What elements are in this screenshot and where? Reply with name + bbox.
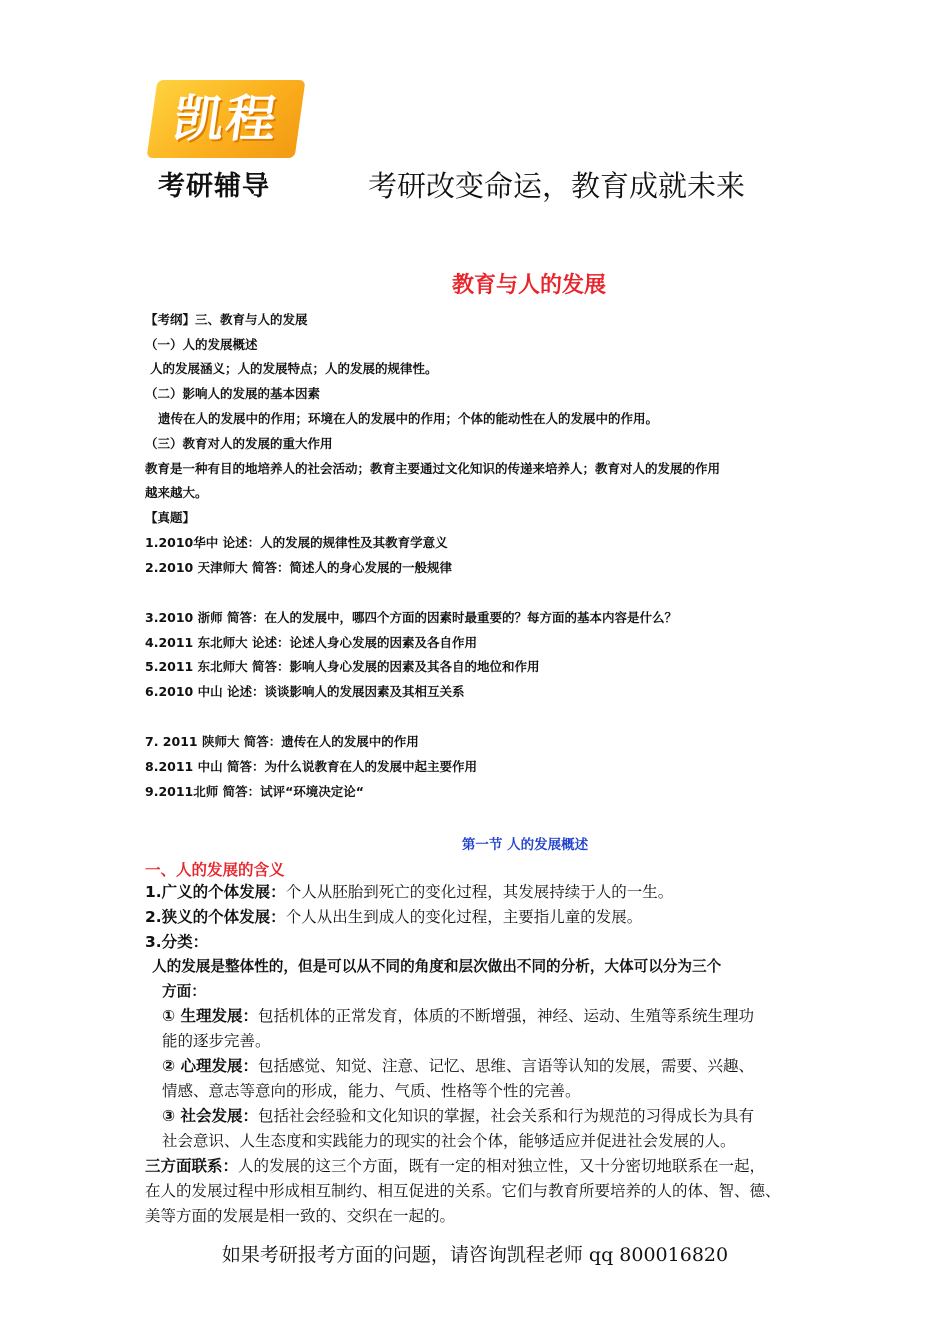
exam-item: 9.2011北师 简答：试评“环境决定论“	[145, 784, 365, 799]
category-social	[162, 1104, 754, 1129]
exam-item: 6.2010 中山 论述：谈谈影响人的发展因素及其相互关系	[145, 684, 465, 699]
section-title: 第一节 人的发展概述	[461, 837, 589, 853]
outline-heading: 【考纲】三、教育与人的发展	[145, 312, 308, 327]
outline-section-1-content: 人的发展涵义；人的发展特点；人的发展的规律性。	[150, 361, 438, 376]
brand-mark: 凯程	[147, 80, 306, 158]
paragraph-label: 1.广义的个体发展：	[145, 883, 286, 901]
category-social-cont: 社会意识、人生态度和实践能力的现实的社会个体，能够适应并促进社会发展的人。	[162, 1132, 736, 1150]
category-label: ③ 社会发展：	[162, 1107, 259, 1125]
section-subhead: 一、人的发展的含义	[145, 861, 285, 879]
paragraph-label: 2.狭义的个体发展：	[145, 908, 286, 926]
outline-section-2-content: 遗传在人的发展中的作用；环境在人的发展中的作用；个体的能动性在人的发展中的作用。	[158, 411, 659, 426]
paragraph-label: 三方面联系：	[145, 1157, 239, 1175]
exam-item: 7. 2011 陕师大 简答：遗传在人的发展中的作用	[145, 734, 419, 749]
paragraph-links-cont: 美等方面的发展是相一致的、交织在一起的。	[145, 1207, 456, 1225]
outline-section-1-head: （一）人的发展概述	[145, 337, 258, 352]
paragraph-links	[145, 1154, 765, 1179]
paragraph-links-cont: 在人的发展过程中形成相互制约、相互促进的关系。它们与教育所要培养的人的体、智、德、	[145, 1182, 781, 1200]
category-label: ① 生理发展：	[162, 1007, 259, 1025]
category-physiological-cont: 能的逐步完善。	[162, 1032, 271, 1050]
paragraph-classification: 3.分类：	[145, 933, 209, 951]
paragraph-text: 人的发展的这三个方面，既有一定的相对独立性，又十分密切地联系在一起，	[238, 1157, 766, 1175]
category-text: 包括感觉、知觉、注意、记忆、思维、言语等认知的发展，需要、兴趣、	[258, 1057, 755, 1075]
outline-section-2-head: （二）影响人的发展的基本因素	[145, 386, 321, 401]
outline-section-3-head: （三）教育对人的发展的重大作用	[145, 436, 333, 451]
category-psychological-cont: 情感、意志等意向的形成，能力、气质、性格等个性的完善。	[162, 1082, 581, 1100]
exam-item: 8.2011 中山 简答：为什么说教育在人的发展中起主要作用	[145, 759, 477, 774]
outline-section-3-content-line1: 教育是一种有目的地培养人的社会活动；教育主要通过文化知识的传递来培养人；教育对人的发展的作用	[145, 461, 721, 476]
exam-item: 5.2011 东北师大 简答：影响人身心发展的因素及其各自的地位和作用	[145, 659, 540, 674]
document-title: 教育与人的发展	[451, 273, 606, 298]
outline-section-3-content-line2: 越来越大。	[145, 485, 208, 500]
classification-intro-line2: 方面：	[162, 983, 206, 1000]
paragraph-narrow-development	[145, 905, 642, 930]
paragraph-broad-development	[145, 880, 673, 905]
category-text: 包括社会经验和文化知识的掌握，社会关系和行为规范的习得成长为具有	[258, 1107, 755, 1125]
category-label: ② 心理发展：	[162, 1057, 259, 1075]
category-physiological	[162, 1004, 754, 1029]
footer-contact: 如果考研报考方面的问题，请咨询凯程老师 qq 800016820	[221, 1244, 729, 1266]
logo	[152, 80, 300, 202]
paragraph-text: 个人从胚胎到死亡的变化过程，其发展持续于人的一生。	[285, 883, 674, 901]
logo-subtitle: 考研辅导	[158, 171, 270, 202]
exam-item: 3.2010 浙师 简答：在人的发展中，哪四个方面的因素时最重要的？每方面的基本内容是什么？	[145, 610, 677, 625]
exam-heading: 【真题】	[145, 510, 196, 525]
paragraph-text: 个人从出生到成人的变化过程，主要指儿童的发展。	[285, 908, 643, 926]
classification-intro-line1: 人的发展是整体性的，但是可以从不同的角度和层次做出不同的分析，大体可以分为三个	[152, 958, 722, 975]
category-psychological	[162, 1054, 754, 1079]
slogan: 考研改变命运，教育成就未来	[368, 169, 746, 203]
exam-item: 2.2010 天津师大 简答：简述人的身心发展的一般规律	[145, 560, 452, 575]
exam-item: 1.2010华中 论述：人的发展的规律性及其教育学意义	[145, 535, 448, 550]
exam-item: 4.2011 东北师大 论述：论述人身心发展的因素及各自作用	[145, 635, 477, 650]
category-text: 包括机体的正常发育，体质的不断增强，神经、运动、生殖等系统生理功	[258, 1007, 755, 1025]
